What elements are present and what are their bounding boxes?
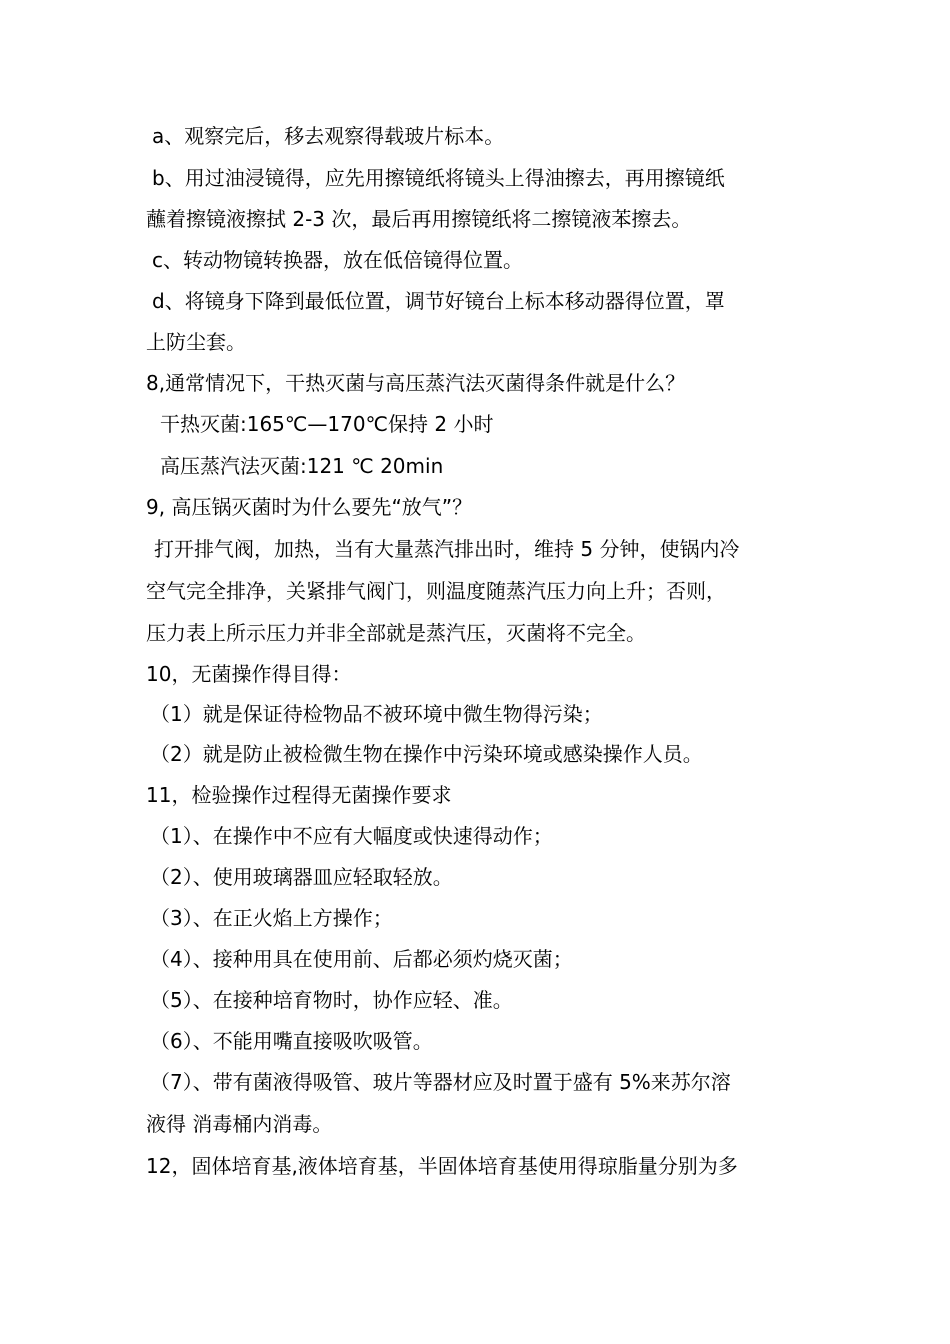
text-line: （1）、在操作中不应有大幅度或快速得动作； xyxy=(150,824,553,848)
text-line: b、用过油浸镜得，应先用擦镜纸将镜头上得油擦去，再用擦镜纸 xyxy=(152,166,725,190)
question-heading: 10，无菌操作得目得： xyxy=(146,662,352,686)
text-line: （7）、带有菌液得吸管、玻片等器材应及时置于盛有 5%来苏尔溶 xyxy=(150,1070,731,1094)
text-line: c、转动物镜转换器，放在低倍镜得位置。 xyxy=(152,248,523,272)
question-heading: 11，检验操作过程得无菌操作要求 xyxy=(146,783,452,807)
text-line: （1）就是保证待检物品不被环境中微生物得污染； xyxy=(150,702,603,726)
text-line: 打开排气阀，加热，当有大量蒸汽排出时，维持 5 分钟，使锅内冷 xyxy=(154,537,740,561)
text-line: 蘸着擦镜液擦拭 2-3 次，最后再用擦镜纸将二擦镜液苯擦去。 xyxy=(146,207,692,231)
text-line: （2）就是防止被检微生物在操作中污染环境或感染操作人员。 xyxy=(150,742,703,766)
text-line: a、观察完后，移去观察得载玻片标本。 xyxy=(152,124,505,148)
text-line: （6）、不能用嘴直接吸吹吸管。 xyxy=(150,1029,433,1053)
text-line: 液得 消毒桶内消毒。 xyxy=(146,1112,333,1136)
text-line: 压力表上所示压力并非全部就是蒸汽压，灭菌将不完全。 xyxy=(146,621,646,645)
question-heading: 8,通常情况下，干热灭菌与高压蒸汽法灭菌得条件就是什么？ xyxy=(146,371,686,395)
text-line: （4）、接种用具在使用前、后都必须灼烧灭菌； xyxy=(150,947,573,971)
question-heading: 9, 高压锅灭菌时为什么要先“放气”？ xyxy=(146,495,473,519)
text-line: （2）、使用玻璃器皿应轻取轻放。 xyxy=(150,865,453,889)
text-line: d、将镜身下降到最低位置，调节好镜台上标本移动器得位置，罩 xyxy=(152,289,725,313)
text-line: （3）、在正火焰上方操作； xyxy=(150,906,393,930)
text-line: 上防尘套。 xyxy=(146,330,246,354)
text-line: 高压蒸汽法灭菌:121 ℃ 20min xyxy=(160,454,444,478)
text-line: （5）、在接种培育物时，协作应轻、准。 xyxy=(150,988,513,1012)
text-line: 空气完全排净，关紧排气阀门，则温度随蒸汽压力向上升；否则， xyxy=(146,579,726,603)
text-line: 干热灭菌:165℃—170℃保持 2 小时 xyxy=(160,412,494,436)
question-heading: 12，固体培育基,液体培育基，半固体培育基使用得琼脂量分别为多 xyxy=(146,1154,738,1178)
